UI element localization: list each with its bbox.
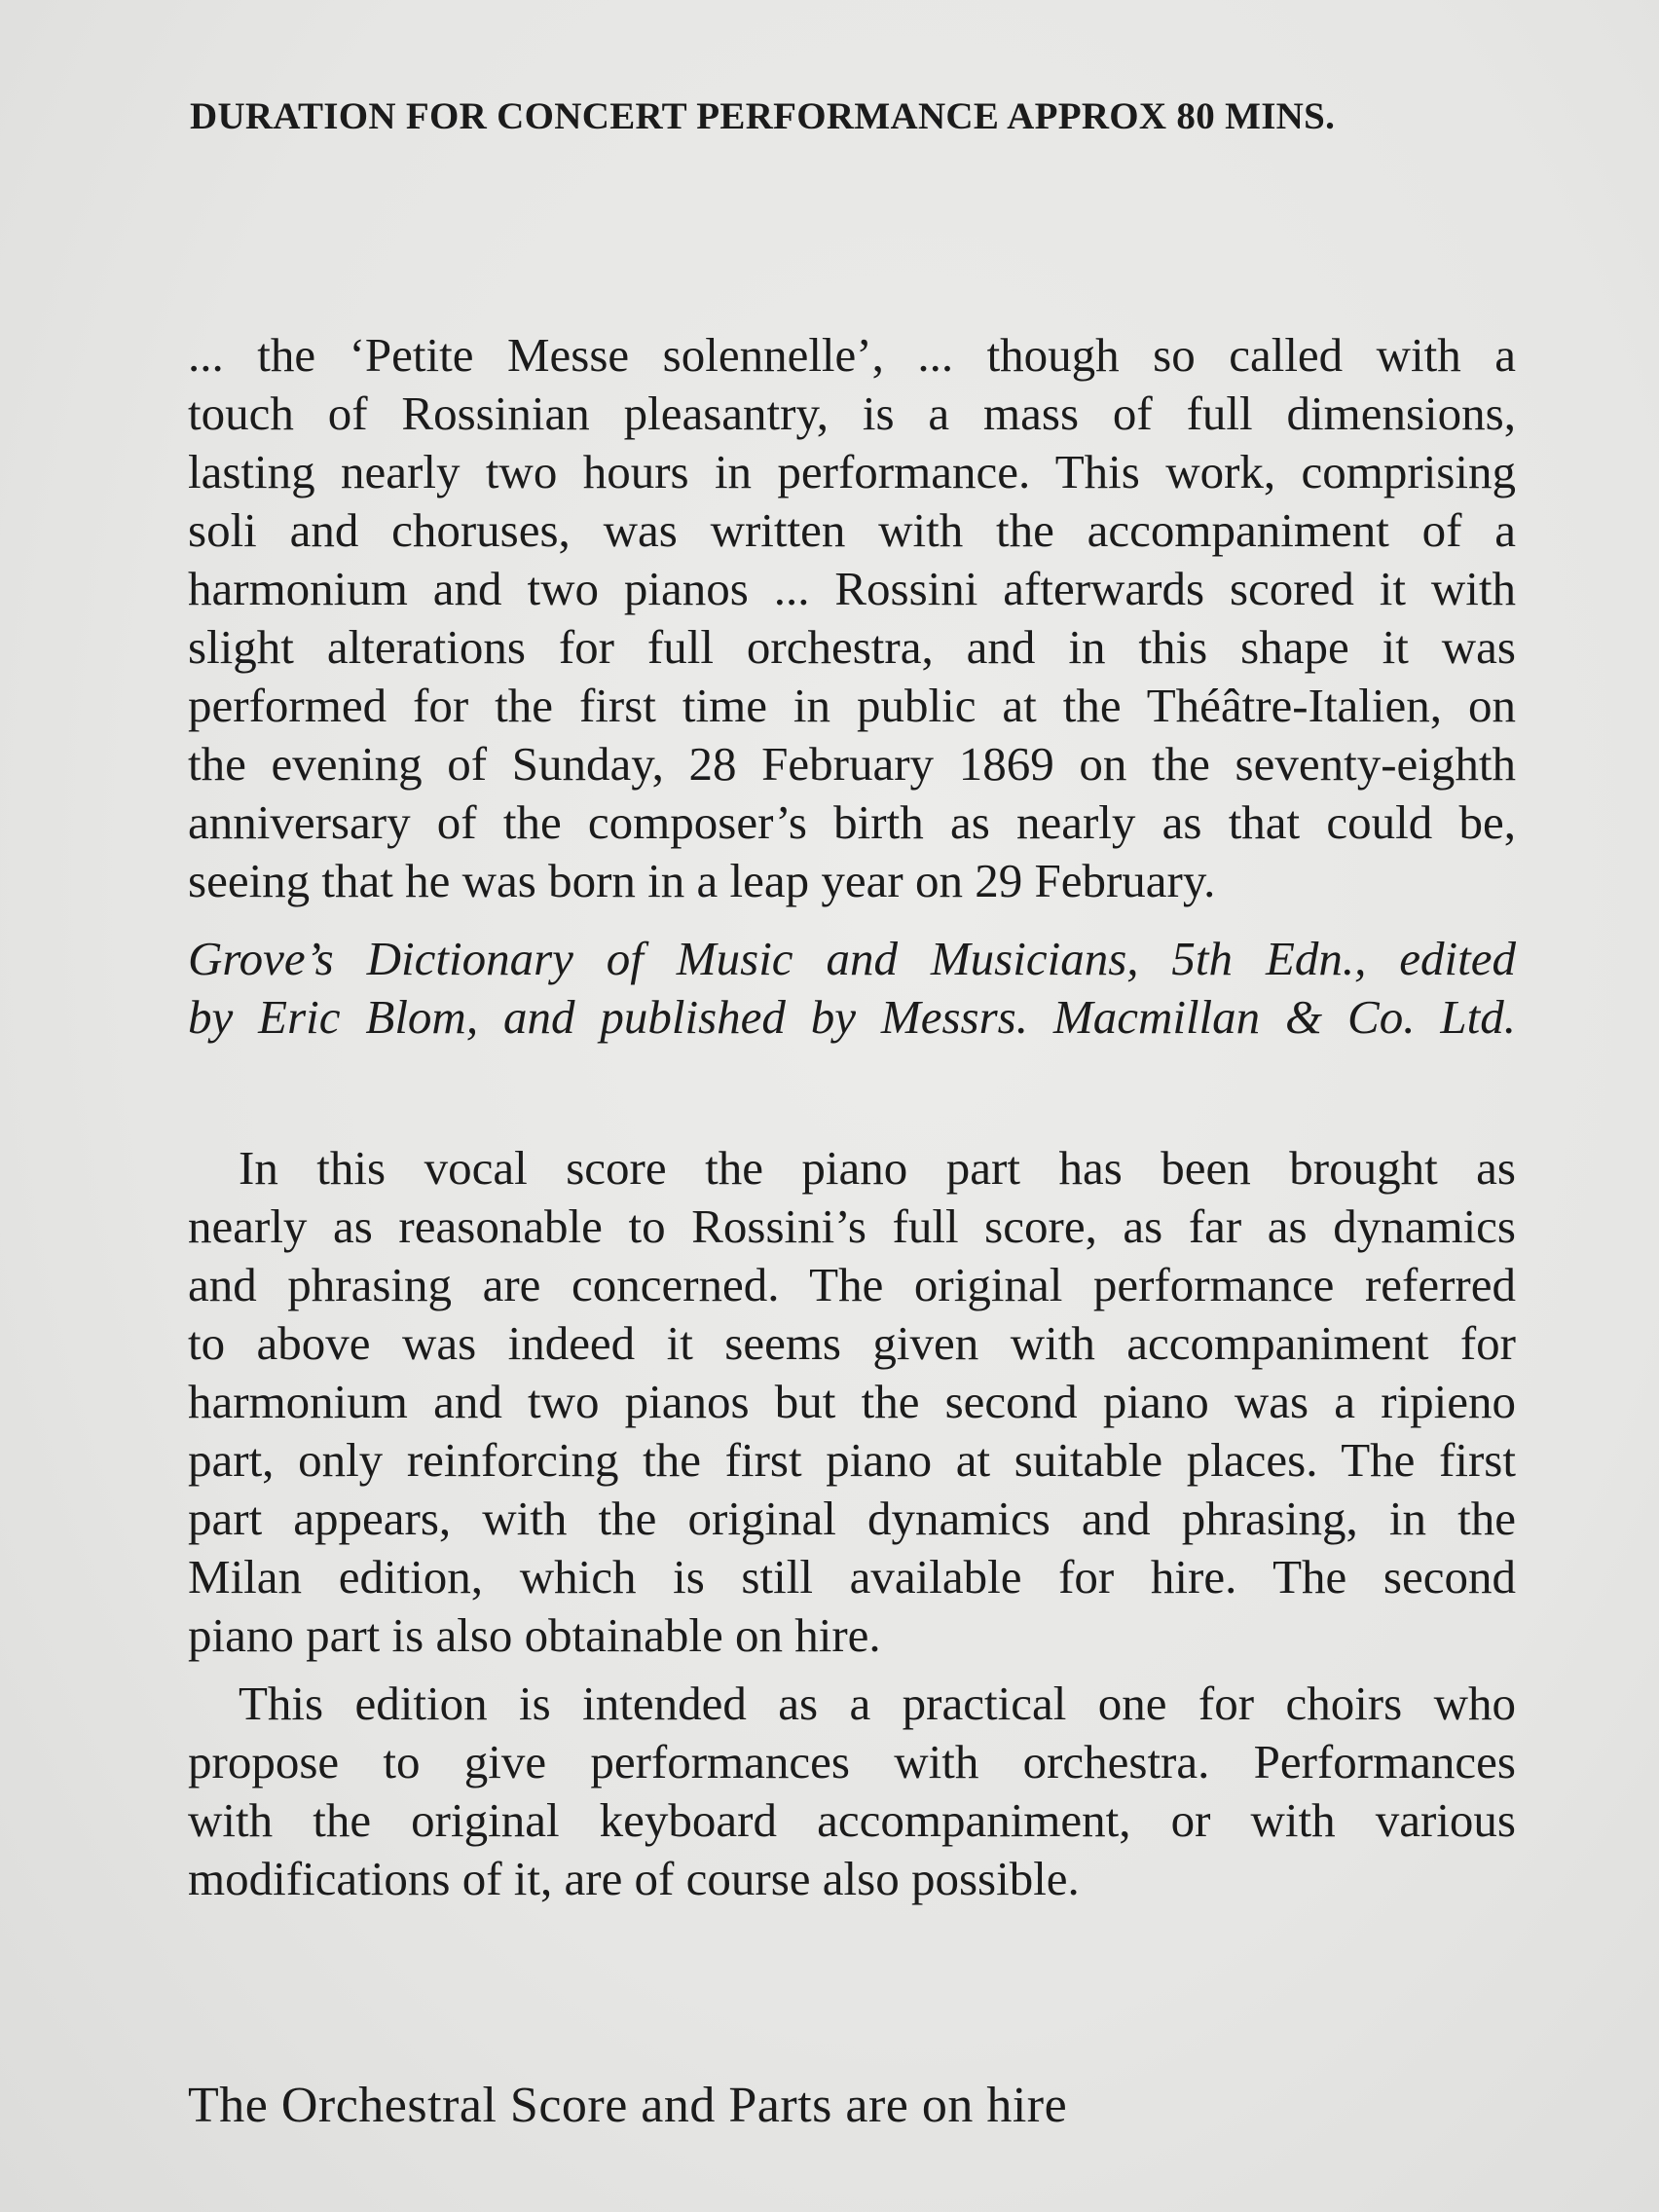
paragraph-line: In this vocal score the piano part has been brought as bbox=[239, 1141, 1516, 1195]
paragraph-line: nearly as reasonable to Rossini’s full score, as far as dynamics bbox=[188, 1199, 1516, 1253]
hire-notice: The Orchestral Score and Parts are on hire bbox=[188, 2078, 1068, 2133]
quote-line: anniversary of the composer’s birth as nearly as that could be, bbox=[188, 795, 1516, 849]
paragraph-line: to above was indeed it seems given with accompaniment for bbox=[188, 1316, 1516, 1370]
quote-line: performed for the first time in public at the Théâtre-Italien, on bbox=[188, 679, 1516, 732]
paragraph-line: Milan edition, which is still available for hire. The second bbox=[188, 1550, 1516, 1604]
quote-line: touch of Rossinian pleasantry, is a mass of full dimensions, bbox=[188, 387, 1516, 440]
duration-heading: DURATION FOR CONCERT PERFORMANCE APPROX 80 MINS. bbox=[190, 95, 1336, 137]
paragraph-line: harmonium and two pianos but the second piano was a ripieno bbox=[188, 1375, 1516, 1428]
quote-line: lasting nearly two hours in performance. This work, comprising bbox=[188, 445, 1516, 498]
paragraph-line: and phrasing are concerned. The original performance referred bbox=[188, 1258, 1516, 1311]
paragraph-line: piano part is also obtainable on hire. bbox=[188, 1608, 881, 1662]
quote-line: slight alterations for full orchestra, and in this shape it was bbox=[188, 620, 1516, 674]
paragraph-line: part appears, with the original dynamics and phrasing, in the bbox=[188, 1492, 1516, 1545]
quote-line: harmonium and two pianos ... Rossini afterwards scored it with bbox=[188, 562, 1516, 615]
source-line: by Eric Blom, and published by Messrs. Macmillan & Co. Ltd. bbox=[188, 990, 1516, 1044]
quote-line: ... the ‘Petite Messe solennelle’, ... though so called with a bbox=[188, 328, 1516, 382]
quote-line: the evening of Sunday, 28 February 1869 on the seventy-eighth bbox=[188, 737, 1516, 791]
quote-line: soli and choruses, was written with the accompaniment of a bbox=[188, 503, 1516, 557]
source-line: Grove’s Dictionary of Music and Musicians, 5th Edn., edited bbox=[188, 932, 1516, 985]
paragraph-line: with the original keyboard accompaniment, or with various bbox=[188, 1793, 1516, 1847]
paragraph-line: part, only reinforcing the first piano at suitable places. The first bbox=[188, 1433, 1516, 1487]
paragraph-line: This edition is intended as a practical one for choirs who bbox=[239, 1677, 1516, 1730]
quote-line: seeing that he was born in a leap year on 29 February. bbox=[188, 854, 1216, 907]
paragraph-line: modifications of it, are of course also possible. bbox=[188, 1852, 1080, 1905]
paragraph-line: propose to give performances with orchestra. Performances bbox=[188, 1735, 1516, 1788]
